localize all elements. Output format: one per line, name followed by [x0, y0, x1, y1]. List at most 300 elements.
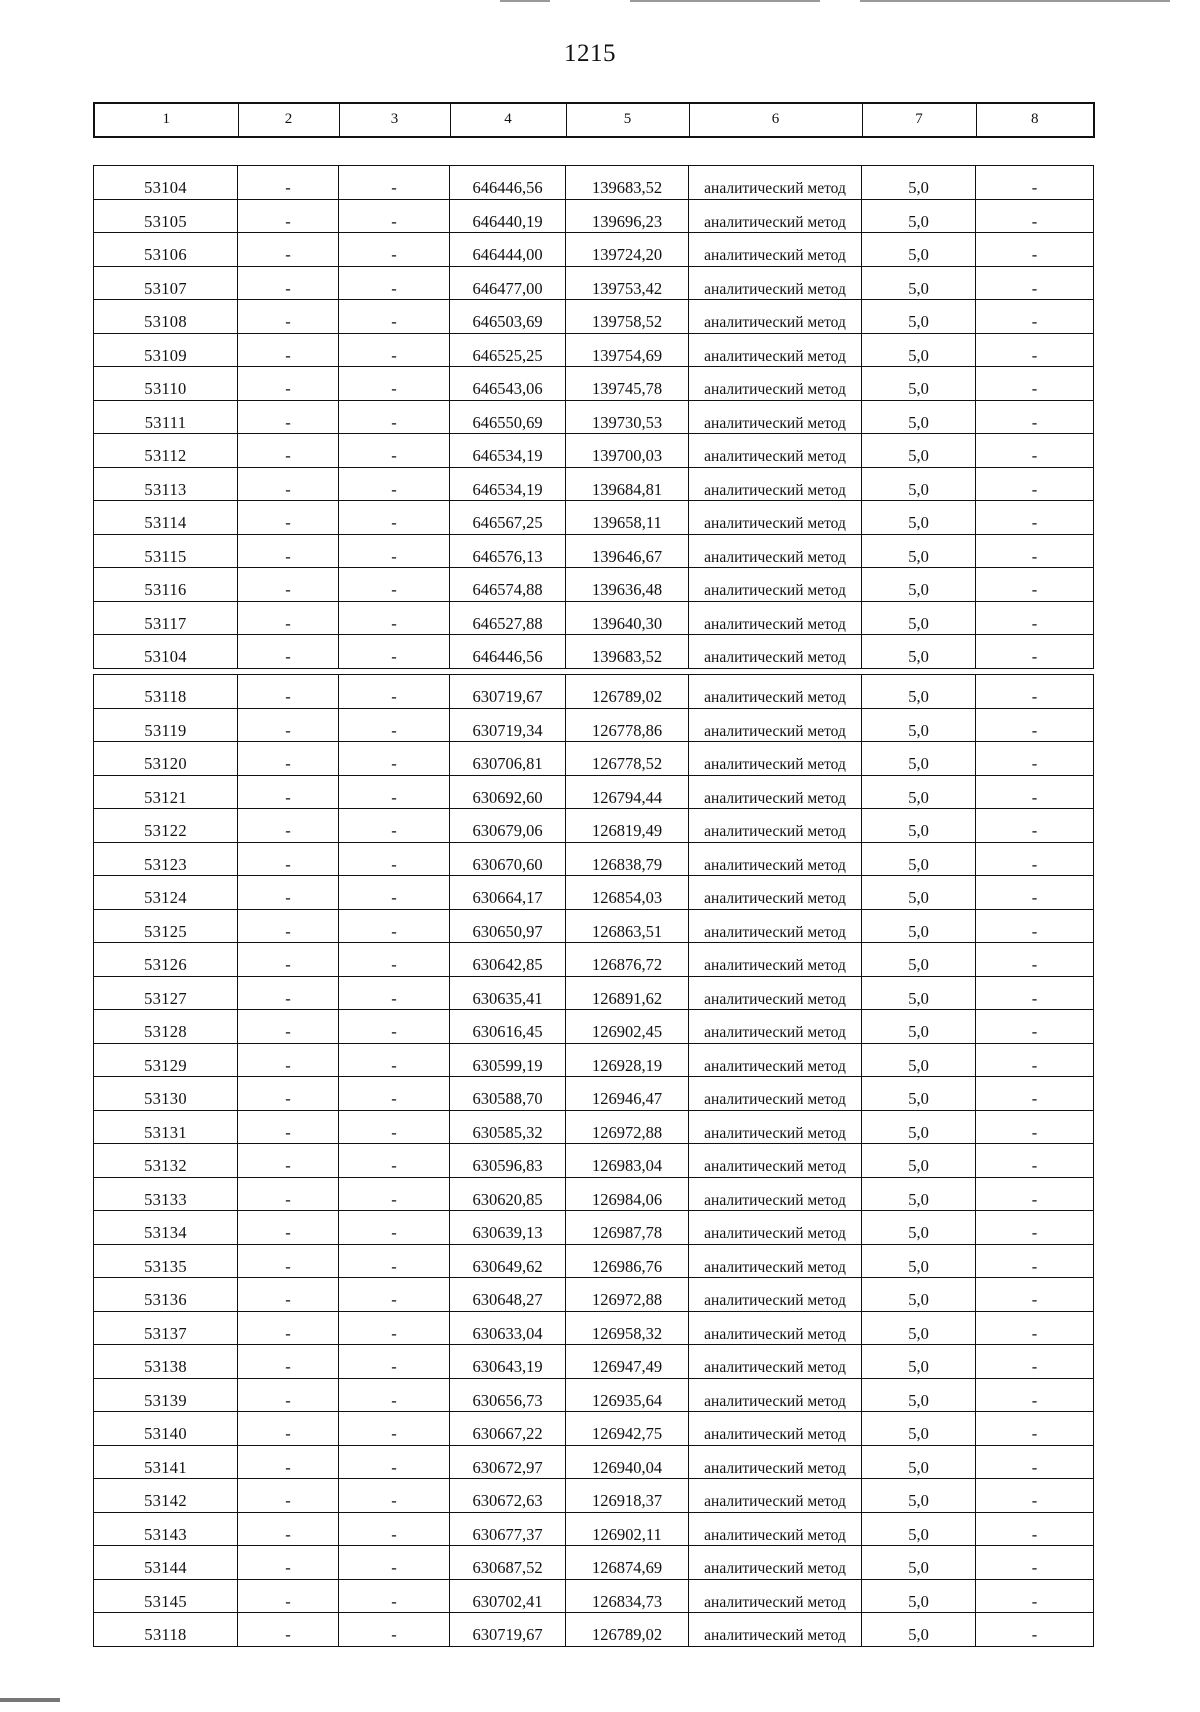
col2-cell: -	[238, 534, 339, 568]
x-coordinate-cell: 646444,00	[450, 233, 566, 267]
col8-cell: -	[976, 742, 1094, 776]
table-row	[94, 1244, 1094, 1278]
accuracy-cell: 5,0	[862, 601, 976, 635]
col2-cell: -	[238, 568, 339, 602]
y-coordinate-cell: 126819,49	[566, 809, 689, 843]
point-number-cell: 53117	[94, 601, 238, 635]
col2-cell: -	[238, 1579, 339, 1613]
method-cell: аналитический метод	[689, 708, 862, 742]
accuracy-cell: 5,0	[862, 367, 976, 401]
col3-cell: -	[339, 635, 450, 669]
col3-cell: -	[339, 1546, 450, 1580]
x-coordinate-cell: 630648,27	[450, 1278, 566, 1312]
y-coordinate-cell: 126863,51	[566, 909, 689, 943]
column-header-3: 3	[339, 103, 450, 137]
accuracy-cell: 5,0	[862, 708, 976, 742]
col3-cell: -	[339, 708, 450, 742]
y-coordinate-cell: 139758,52	[566, 300, 689, 334]
point-number-cell: 53107	[94, 266, 238, 300]
accuracy-cell: 5,0	[862, 1144, 976, 1178]
method-cell: аналитический метод	[689, 1479, 862, 1513]
col8-cell: -	[976, 909, 1094, 943]
col2-cell: -	[238, 876, 339, 910]
col3-cell: -	[339, 1177, 450, 1211]
col2-cell: -	[238, 635, 339, 669]
table-row	[94, 1378, 1094, 1412]
col3-cell: -	[339, 1110, 450, 1144]
col8-cell: -	[976, 233, 1094, 267]
point-number-cell: 53145	[94, 1579, 238, 1613]
col8-cell: -	[976, 943, 1094, 977]
col2-cell: -	[238, 1244, 339, 1278]
col2-cell: -	[238, 708, 339, 742]
accuracy-cell: 5,0	[862, 1043, 976, 1077]
point-number-cell: 53124	[94, 876, 238, 910]
col3-cell: -	[339, 876, 450, 910]
method-cell: аналитический метод	[689, 601, 862, 635]
table-row	[94, 501, 1094, 535]
col2-cell: -	[238, 434, 339, 468]
method-cell: аналитический метод	[689, 266, 862, 300]
col8-cell: -	[976, 501, 1094, 535]
col8-cell: -	[976, 568, 1094, 602]
x-coordinate-cell: 646567,25	[450, 501, 566, 535]
x-coordinate-cell: 646525,25	[450, 333, 566, 367]
col2-cell: -	[238, 467, 339, 501]
point-number-cell: 53106	[94, 233, 238, 267]
col2-cell: -	[238, 1378, 339, 1412]
y-coordinate-cell: 126986,76	[566, 1244, 689, 1278]
x-coordinate-cell: 646440,19	[450, 199, 566, 233]
column-header-row	[94, 103, 1094, 137]
table-row	[94, 1010, 1094, 1044]
accuracy-cell: 5,0	[862, 400, 976, 434]
method-cell: аналитический метод	[689, 400, 862, 434]
page-number: 1215	[564, 40, 616, 67]
col3-cell: -	[339, 233, 450, 267]
col2-cell: -	[238, 909, 339, 943]
x-coordinate-cell: 630719,67	[450, 675, 566, 709]
col3-cell: -	[339, 1345, 450, 1379]
point-number-cell: 53122	[94, 809, 238, 843]
col2-cell: -	[238, 1144, 339, 1178]
method-cell: аналитический метод	[689, 1144, 862, 1178]
col2-cell: -	[238, 1412, 339, 1446]
x-coordinate-cell: 646446,56	[450, 166, 566, 200]
col8-cell: -	[976, 1010, 1094, 1044]
y-coordinate-cell: 126874,69	[566, 1546, 689, 1580]
table-row	[94, 1613, 1094, 1647]
y-coordinate-cell: 139683,52	[566, 635, 689, 669]
col8-cell: -	[976, 976, 1094, 1010]
point-number-cell: 53132	[94, 1144, 238, 1178]
col2-cell: -	[238, 809, 339, 843]
point-number-cell: 53121	[94, 775, 238, 809]
col3-cell: -	[339, 1378, 450, 1412]
method-cell: аналитический метод	[689, 1077, 862, 1111]
method-cell: аналитический метод	[689, 1177, 862, 1211]
col3-cell: -	[339, 1244, 450, 1278]
table-row	[94, 300, 1094, 334]
y-coordinate-cell: 126778,86	[566, 708, 689, 742]
x-coordinate-cell: 630670,60	[450, 842, 566, 876]
col8-cell: -	[976, 300, 1094, 334]
col8-cell: -	[976, 708, 1094, 742]
method-cell: аналитический метод	[689, 1211, 862, 1245]
y-coordinate-cell: 126983,04	[566, 1144, 689, 1178]
col3-cell: -	[339, 1512, 450, 1546]
method-cell: аналитический метод	[689, 775, 862, 809]
y-coordinate-cell: 139730,53	[566, 400, 689, 434]
col8-cell: -	[976, 1110, 1094, 1144]
x-coordinate-cell: 630588,70	[450, 1077, 566, 1111]
accuracy-cell: 5,0	[862, 1278, 976, 1312]
table-row	[94, 1345, 1094, 1379]
point-number-cell: 53129	[94, 1043, 238, 1077]
table-row	[94, 1512, 1094, 1546]
col8-cell: -	[976, 1613, 1094, 1647]
y-coordinate-cell: 126838,79	[566, 842, 689, 876]
col2-cell: -	[238, 1445, 339, 1479]
method-cell: аналитический метод	[689, 635, 862, 669]
point-number-cell: 53123	[94, 842, 238, 876]
accuracy-cell: 5,0	[862, 842, 976, 876]
col2-cell: -	[238, 300, 339, 334]
table-row	[94, 842, 1094, 876]
col8-cell: -	[976, 1378, 1094, 1412]
col3-cell: -	[339, 1010, 450, 1044]
y-coordinate-cell: 126972,88	[566, 1110, 689, 1144]
table-row	[94, 400, 1094, 434]
col8-cell: -	[976, 876, 1094, 910]
method-cell: аналитический метод	[689, 1043, 862, 1077]
point-number-cell: 53111	[94, 400, 238, 434]
accuracy-cell: 5,0	[862, 1311, 976, 1345]
column-header-7: 7	[862, 103, 976, 137]
column-header-8: 8	[976, 103, 1094, 137]
x-coordinate-cell: 646534,19	[450, 434, 566, 468]
x-coordinate-cell: 646576,13	[450, 534, 566, 568]
accuracy-cell: 5,0	[862, 568, 976, 602]
x-coordinate-cell: 630635,41	[450, 976, 566, 1010]
method-cell: аналитический метод	[689, 742, 862, 776]
table-row	[94, 166, 1094, 200]
col2-cell: -	[238, 943, 339, 977]
col2-cell: -	[238, 1546, 339, 1580]
y-coordinate-cell: 126891,62	[566, 976, 689, 1010]
method-cell: аналитический метод	[689, 1412, 862, 1446]
y-coordinate-cell: 139640,30	[566, 601, 689, 635]
method-cell: аналитический метод	[689, 300, 862, 334]
table-row	[94, 199, 1094, 233]
table-row	[94, 675, 1094, 709]
col2-cell: -	[238, 333, 339, 367]
column-header-5: 5	[566, 103, 689, 137]
col8-cell: -	[976, 1177, 1094, 1211]
col3-cell: -	[339, 1412, 450, 1446]
col2-cell: -	[238, 199, 339, 233]
table-row	[94, 367, 1094, 401]
col8-cell: -	[976, 266, 1094, 300]
method-cell: аналитический метод	[689, 568, 862, 602]
x-coordinate-cell: 630616,45	[450, 1010, 566, 1044]
col3-cell: -	[339, 1144, 450, 1178]
x-coordinate-cell: 646534,19	[450, 467, 566, 501]
accuracy-cell: 5,0	[862, 1177, 976, 1211]
method-cell: аналитический метод	[689, 1311, 862, 1345]
method-cell: аналитический метод	[689, 434, 862, 468]
y-coordinate-cell: 139696,23	[566, 199, 689, 233]
col2-cell: -	[238, 1211, 339, 1245]
y-coordinate-cell: 139745,78	[566, 367, 689, 401]
method-cell: аналитический метод	[689, 1345, 862, 1379]
table-row	[94, 1144, 1094, 1178]
col3-cell: -	[339, 568, 450, 602]
col8-cell: -	[976, 1077, 1094, 1111]
x-coordinate-cell: 630643,19	[450, 1345, 566, 1379]
point-number-cell: 53118	[94, 675, 238, 709]
col8-cell: -	[976, 1043, 1094, 1077]
x-coordinate-cell: 630687,52	[450, 1546, 566, 1580]
y-coordinate-cell: 139658,11	[566, 501, 689, 535]
point-number-cell: 53108	[94, 300, 238, 334]
x-coordinate-cell: 630585,32	[450, 1110, 566, 1144]
col3-cell: -	[339, 909, 450, 943]
col8-cell: -	[976, 367, 1094, 401]
accuracy-cell: 5,0	[862, 742, 976, 776]
method-cell: аналитический метод	[689, 166, 862, 200]
x-coordinate-cell: 630672,63	[450, 1479, 566, 1513]
y-coordinate-cell: 139754,69	[566, 333, 689, 367]
col2-cell: -	[238, 675, 339, 709]
table-row	[94, 568, 1094, 602]
accuracy-cell: 5,0	[862, 333, 976, 367]
method-cell: аналитический метод	[689, 1613, 862, 1647]
col2-cell: -	[238, 1043, 339, 1077]
y-coordinate-cell: 139700,03	[566, 434, 689, 468]
col3-cell: -	[339, 1077, 450, 1111]
table-row	[94, 266, 1094, 300]
method-cell: аналитический метод	[689, 1579, 862, 1613]
accuracy-cell: 5,0	[862, 1579, 976, 1613]
y-coordinate-cell: 139684,81	[566, 467, 689, 501]
point-number-cell: 53127	[94, 976, 238, 1010]
y-coordinate-cell: 126935,64	[566, 1378, 689, 1412]
accuracy-cell: 5,0	[862, 1512, 976, 1546]
accuracy-cell: 5,0	[862, 1445, 976, 1479]
column-header-1: 1	[94, 103, 238, 137]
point-number-cell: 53128	[94, 1010, 238, 1044]
col3-cell: -	[339, 1043, 450, 1077]
col2-cell: -	[238, 266, 339, 300]
method-cell: аналитический метод	[689, 1546, 862, 1580]
accuracy-cell: 5,0	[862, 266, 976, 300]
method-cell: аналитический метод	[689, 199, 862, 233]
col2-cell: -	[238, 1613, 339, 1647]
point-number-cell: 53131	[94, 1110, 238, 1144]
accuracy-cell: 5,0	[862, 1211, 976, 1245]
accuracy-cell: 5,0	[862, 1613, 976, 1647]
scan-edge-line	[500, 0, 550, 2]
x-coordinate-cell: 630702,41	[450, 1579, 566, 1613]
col8-cell: -	[976, 1144, 1094, 1178]
col2-cell: -	[238, 1010, 339, 1044]
method-cell: аналитический метод	[689, 876, 862, 910]
x-coordinate-cell: 630667,22	[450, 1412, 566, 1446]
col8-cell: -	[976, 842, 1094, 876]
col8-cell: -	[976, 467, 1094, 501]
y-coordinate-cell: 139683,52	[566, 166, 689, 200]
col8-cell: -	[976, 166, 1094, 200]
col3-cell: -	[339, 300, 450, 334]
y-coordinate-cell: 126984,06	[566, 1177, 689, 1211]
col8-cell: -	[976, 1345, 1094, 1379]
col3-cell: -	[339, 434, 450, 468]
table-row	[94, 775, 1094, 809]
point-number-cell: 53104	[94, 635, 238, 669]
point-number-cell: 53110	[94, 367, 238, 401]
col8-cell: -	[976, 1546, 1094, 1580]
x-coordinate-cell: 646550,69	[450, 400, 566, 434]
table-row	[94, 233, 1094, 267]
x-coordinate-cell: 630650,97	[450, 909, 566, 943]
col2-cell: -	[238, 1177, 339, 1211]
table-row	[94, 976, 1094, 1010]
col3-cell: -	[339, 367, 450, 401]
table-row	[94, 809, 1094, 843]
y-coordinate-cell: 126947,49	[566, 1345, 689, 1379]
y-coordinate-cell: 126876,72	[566, 943, 689, 977]
point-number-cell: 53104	[94, 166, 238, 200]
col8-cell: -	[976, 1512, 1094, 1546]
method-cell: аналитический метод	[689, 367, 862, 401]
col8-cell: -	[976, 775, 1094, 809]
accuracy-cell: 5,0	[862, 501, 976, 535]
col3-cell: -	[339, 400, 450, 434]
accuracy-cell: 5,0	[862, 809, 976, 843]
col3-cell: -	[339, 1613, 450, 1647]
table-row	[94, 1177, 1094, 1211]
point-number-cell: 53120	[94, 742, 238, 776]
accuracy-cell: 5,0	[862, 434, 976, 468]
column-header-table	[93, 102, 1095, 138]
method-cell: аналитический метод	[689, 909, 862, 943]
x-coordinate-cell: 630656,73	[450, 1378, 566, 1412]
col3-cell: -	[339, 199, 450, 233]
x-coordinate-cell: 630596,83	[450, 1144, 566, 1178]
col8-cell: -	[976, 1278, 1094, 1312]
y-coordinate-cell: 126942,75	[566, 1412, 689, 1446]
column-header-2: 2	[238, 103, 339, 137]
point-number-cell: 53141	[94, 1445, 238, 1479]
method-cell: аналитический метод	[689, 675, 862, 709]
accuracy-cell: 5,0	[862, 675, 976, 709]
col2-cell: -	[238, 742, 339, 776]
point-number-cell: 53137	[94, 1311, 238, 1345]
table-row	[94, 909, 1094, 943]
table-row	[94, 434, 1094, 468]
col8-cell: -	[976, 400, 1094, 434]
accuracy-cell: 5,0	[862, 1412, 976, 1446]
table-row	[94, 943, 1094, 977]
method-cell: аналитический метод	[689, 1278, 862, 1312]
col2-cell: -	[238, 775, 339, 809]
point-number-cell: 53133	[94, 1177, 238, 1211]
x-coordinate-cell: 646527,88	[450, 601, 566, 635]
accuracy-cell: 5,0	[862, 1077, 976, 1111]
accuracy-cell: 5,0	[862, 1479, 976, 1513]
y-coordinate-cell: 126958,32	[566, 1311, 689, 1345]
method-cell: аналитический метод	[689, 333, 862, 367]
col3-cell: -	[339, 775, 450, 809]
y-coordinate-cell: 126834,73	[566, 1579, 689, 1613]
x-coordinate-cell: 646446,56	[450, 635, 566, 669]
x-coordinate-cell: 646477,00	[450, 266, 566, 300]
x-coordinate-cell: 630719,67	[450, 1613, 566, 1647]
table-row	[94, 1077, 1094, 1111]
method-cell: аналитический метод	[689, 1445, 862, 1479]
point-number-cell: 53113	[94, 467, 238, 501]
accuracy-cell: 5,0	[862, 1378, 976, 1412]
y-coordinate-cell: 126946,47	[566, 1077, 689, 1111]
col2-cell: -	[238, 233, 339, 267]
method-cell: аналитический метод	[689, 1010, 862, 1044]
col3-cell: -	[339, 467, 450, 501]
col3-cell: -	[339, 1211, 450, 1245]
accuracy-cell: 5,0	[862, 300, 976, 334]
col3-cell: -	[339, 601, 450, 635]
accuracy-cell: 5,0	[862, 233, 976, 267]
table-row	[94, 876, 1094, 910]
point-number-cell: 53114	[94, 501, 238, 535]
table-row	[94, 1479, 1094, 1513]
point-number-cell: 53105	[94, 199, 238, 233]
accuracy-cell: 5,0	[862, 166, 976, 200]
point-number-cell: 53112	[94, 434, 238, 468]
scan-edge-mark	[0, 1698, 60, 1702]
x-coordinate-cell: 630633,04	[450, 1311, 566, 1345]
method-cell: аналитический метод	[689, 1378, 862, 1412]
y-coordinate-cell: 126778,52	[566, 742, 689, 776]
col3-cell: -	[339, 1445, 450, 1479]
x-coordinate-cell: 630649,62	[450, 1244, 566, 1278]
table-row	[94, 1412, 1094, 1446]
table-row	[94, 742, 1094, 776]
col8-cell: -	[976, 635, 1094, 669]
method-cell: аналитический метод	[689, 534, 862, 568]
col3-cell: -	[339, 1579, 450, 1613]
col2-cell: -	[238, 1110, 339, 1144]
method-cell: аналитический метод	[689, 501, 862, 535]
table-row	[94, 467, 1094, 501]
col2-cell: -	[238, 1077, 339, 1111]
col2-cell: -	[238, 601, 339, 635]
accuracy-cell: 5,0	[862, 876, 976, 910]
col3-cell: -	[339, 333, 450, 367]
col3-cell: -	[339, 976, 450, 1010]
x-coordinate-cell: 630642,85	[450, 943, 566, 977]
col2-cell: -	[238, 367, 339, 401]
accuracy-cell: 5,0	[862, 1244, 976, 1278]
col3-cell: -	[339, 675, 450, 709]
col3-cell: -	[339, 501, 450, 535]
x-coordinate-cell: 630620,85	[450, 1177, 566, 1211]
point-number-cell: 53130	[94, 1077, 238, 1111]
col3-cell: -	[339, 166, 450, 200]
accuracy-cell: 5,0	[862, 775, 976, 809]
method-cell: аналитический метод	[689, 976, 862, 1010]
col8-cell: -	[976, 1211, 1094, 1245]
